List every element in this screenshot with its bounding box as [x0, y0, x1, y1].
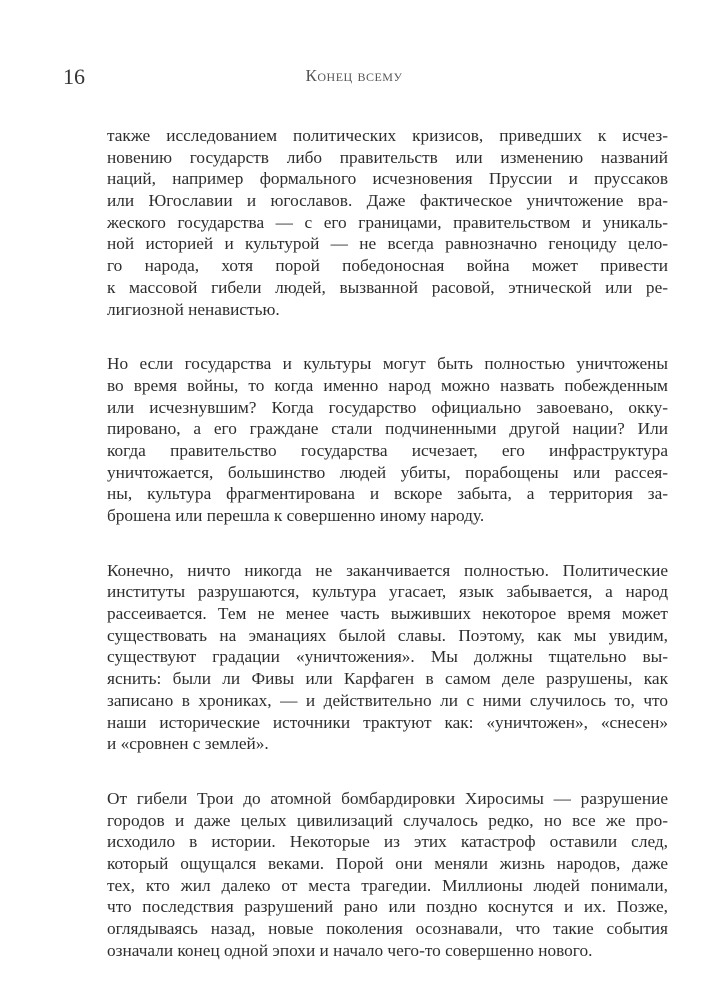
text-line: рассеивается. Тем не менее часть выживших некоторое время может — [107, 604, 668, 624]
text-line: наций, например формального исчезновения Пруссии и пруссаков — [107, 169, 668, 189]
text-line: лигиозной ненавистью. — [107, 299, 280, 319]
paragraph — [107, 353, 668, 527]
text-line: Но если государства и культуры могут быть полностью уничтожены — [107, 354, 668, 374]
text-line: когда правительство государства исчезает, его инфраструктура — [107, 440, 668, 460]
text-line: ной историей и культурой — не всегда равнозначно геноциду цело- — [107, 234, 668, 254]
text-line: брошена или перешла к совершенно иному народу. — [107, 506, 485, 525]
text-line: городов и даже целых цивилизаций случалось редко, но все же про- — [107, 810, 668, 830]
body-text — [107, 125, 668, 994]
text-line: ны, культура фрагментирована и вскоре забыта, а территория за- — [107, 484, 668, 504]
text-line: исходило в истории. Некоторые из этих катастроф оставили след, — [107, 832, 668, 852]
paragraph — [107, 125, 668, 320]
paragraph — [107, 560, 668, 755]
text-line: Конечно, ничто никогда не заканчивается полностью. Политические — [107, 560, 668, 580]
text-line: яснить: были ли Фивы или Карфаген в самом деле разрушены, как — [107, 669, 668, 689]
text-line: существуют градации «уничтожения». Мы должны тщательно вы- — [107, 647, 668, 667]
text-line: институты разрушаются, культура угасает, язык забывается, а народ — [107, 582, 668, 602]
paragraph — [107, 788, 668, 962]
text-line: что последствия разрушений рано или поздно коснутся и их. Позже, — [107, 897, 668, 917]
text-line: пировано, а его граждане стали подчиненными другой нации? Или — [107, 419, 668, 439]
text-line: также исследованием политических кризисов, приведших к исчез- — [107, 126, 668, 145]
text-line: существовать на эманациях былой славы. Поэтому, как мы увидим, — [107, 625, 668, 645]
text-line: во время войны, то когда именно народ можно назвать побежденным — [107, 375, 668, 395]
text-line: тех, кто жил далеко от места трагедии. Миллионы людей понимали, — [107, 875, 668, 895]
text-line: и «сровнен с землей». — [107, 734, 269, 754]
text-line: записано в хрониках, — и действительно ли с ними случилось то, что — [107, 690, 668, 710]
text-line: который ощущался веками. Порой они меняли жизнь народов, даже — [107, 853, 668, 873]
running-title: Конец всему — [305, 66, 403, 85]
text-line: жеского государства — с его границами, правительством и уникаль- — [107, 212, 668, 232]
text-line: означали конец одной эпохи и начало чего-то совершенно нового. — [107, 940, 593, 960]
text-line: уничтожается, большинство людей убиты, порабощены или рассея- — [107, 462, 668, 482]
text-line: к массовой гибели людей, вызванной расовой, этнической или ре- — [107, 277, 668, 297]
text-line: или исчезнувшим? Когда государство официально завоевано, окку- — [107, 397, 668, 417]
page-number: 16 — [63, 64, 85, 89]
text-line: го народа, хотя порой победоносная война может привести — [107, 256, 668, 276]
text-line: новению государств либо правительств или изменению названий — [107, 147, 668, 167]
text-line: оглядываясь назад, новые поколения осознавали, что такие события — [107, 919, 668, 938]
text-line: или Югославии и югославов. Даже фактическое уничтожение вра- — [107, 191, 668, 211]
text-line: наши исторические источники трактуют как: «уничтожен», «снесен» — [107, 712, 668, 732]
text-line: От гибели Трои до атомной бомбардировки Хиросимы — разрушение — [107, 788, 668, 808]
